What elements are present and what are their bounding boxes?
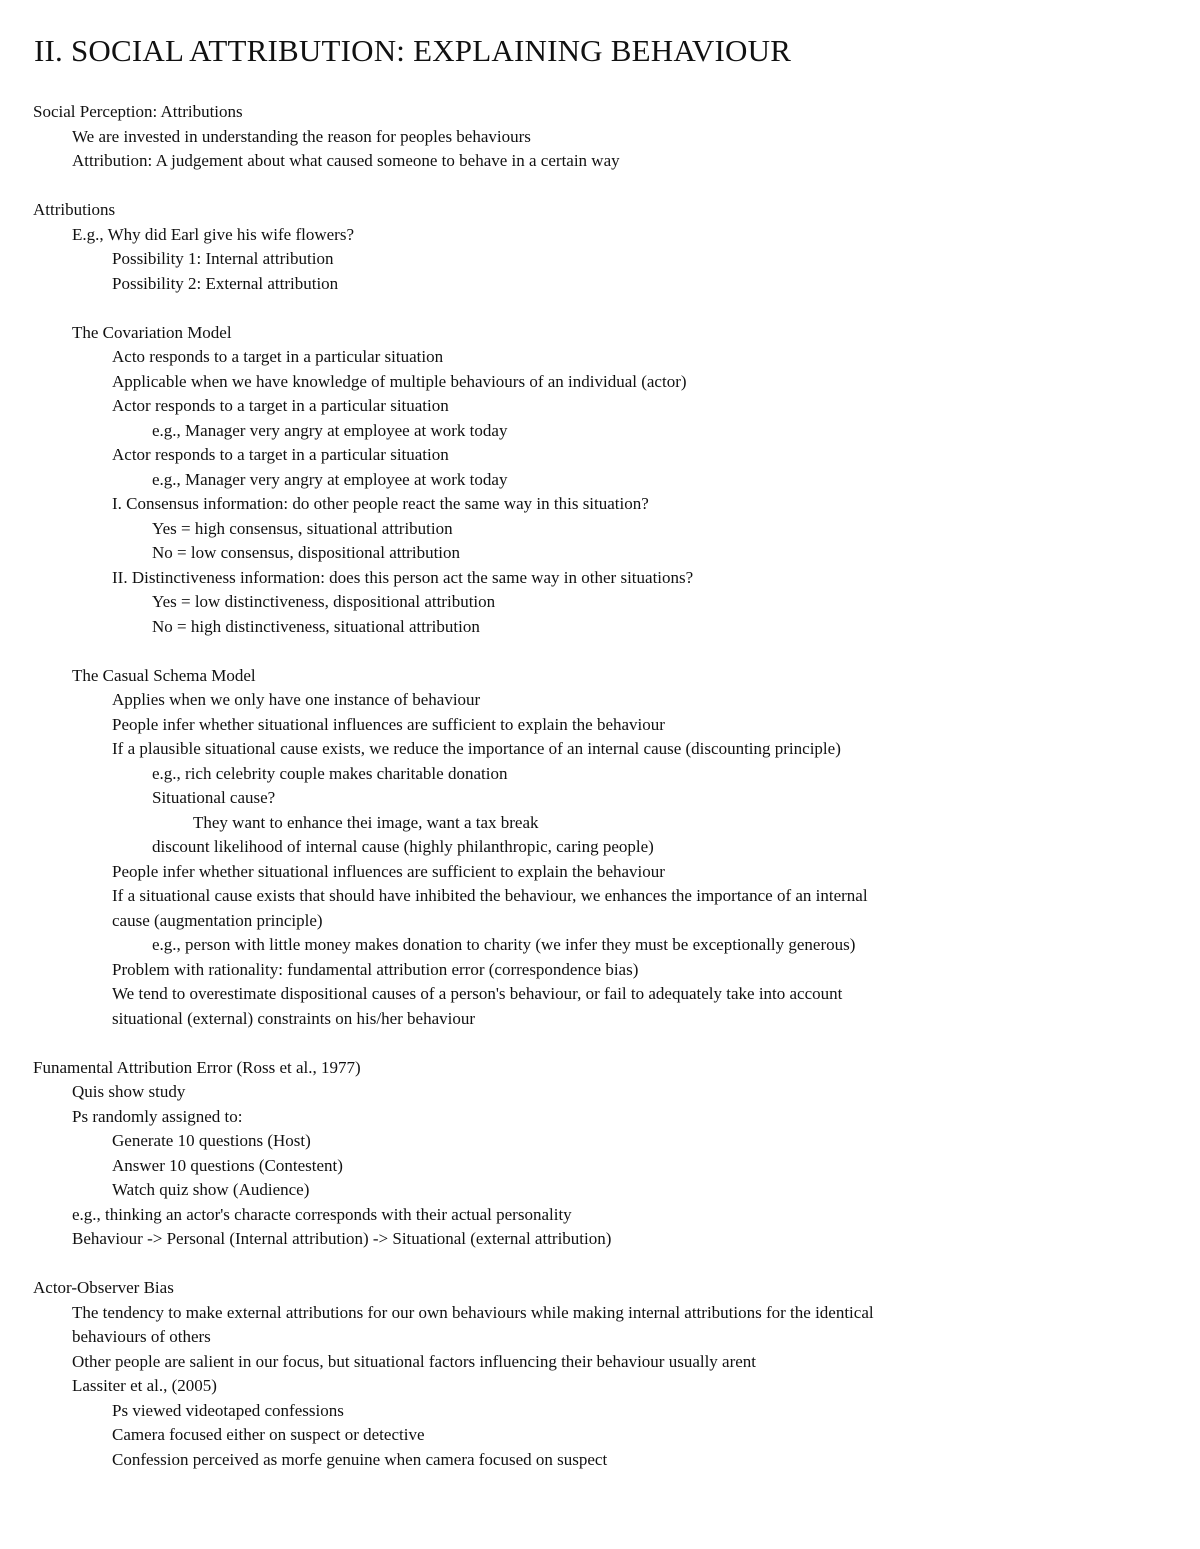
outline-line: We tend to overestimate dispositional causes of a person's behaviour, or fail to adequately take into account xyxy=(112,984,843,1003)
outline-line: The Casual Schema Model xyxy=(72,665,256,685)
outline-line: Acto responds to a target in a particular situation xyxy=(112,347,444,366)
outline-line: Ps randomly assigned to: xyxy=(72,1106,243,1126)
outline-line: Generate 10 questions (Host) xyxy=(112,1131,311,1150)
section-heading: Funamental Attribution Error (Ross et al., 1977) xyxy=(33,1057,361,1077)
outline-line: We are invested in understanding the reason for peoples behaviours xyxy=(72,126,531,146)
outline-line: The tendency to make external attributions for our own behaviours while making internal attributions for the identical xyxy=(72,1302,874,1322)
outline-line: Quis show study xyxy=(72,1082,186,1101)
outline-line: Yes = high consensus, situational attribution xyxy=(152,518,453,538)
outline-body xyxy=(0,100,1200,1472)
outline-line: People infer whether situational influences are sufficient to explain the behaviour xyxy=(112,714,665,734)
outline-line: e.g., Manager very angry at employee at work today xyxy=(152,420,508,440)
outline-line: People infer whether situational influences are sufficient to explain the behaviour xyxy=(112,861,665,881)
outline-line: Possibility 1: Internal attribution xyxy=(112,249,334,268)
outline-line: If a situational cause exists that should have inhibited the behaviour, we enhances the importance of an internal xyxy=(112,886,868,905)
outline-line: situational (external) constraints on his/her behaviour xyxy=(112,1008,476,1028)
outline-line: Applies when we only have one instance of behaviour xyxy=(112,690,481,709)
outline-line: behaviours of others xyxy=(72,1327,211,1346)
section-heading: Actor-Observer Bias xyxy=(33,1278,174,1297)
outline-line: Other people are salient in our focus, but situational factors influencing their behaviour usually arent xyxy=(72,1351,757,1371)
blank-line xyxy=(0,1252,1200,1277)
blank-line xyxy=(0,1031,1200,1056)
outline-line: Situational cause? xyxy=(152,788,276,807)
outline-line: Watch quiz show (Audience) xyxy=(112,1180,310,1199)
outline-line: No = low consensus, dispositional attribution xyxy=(152,543,461,562)
outline-line: They want to enhance thei image, want a tax break xyxy=(193,812,539,832)
outline-line: Yes = low distinctiveness, dispositional attribution xyxy=(152,592,496,611)
outline-line: e.g., thinking an actor's characte corresponds with their actual personality xyxy=(72,1204,572,1224)
outline-line: I. Consensus information: do other people react the same way in this situation? xyxy=(112,494,649,513)
outline-line: Actor responds to a target in a particular situation xyxy=(112,445,449,464)
outline-line: Problem with rationality: fundamental attribution error (correspondence bias) xyxy=(112,959,639,979)
outline-line: discount likelihood of internal cause (highly philanthropic, caring people) xyxy=(152,837,654,856)
blank-line xyxy=(0,639,1200,664)
outline-line: No = high distinctiveness, situational attribution xyxy=(152,616,480,636)
outline-line: Ps viewed videotaped confessions xyxy=(112,1400,344,1420)
outline-line: Answer 10 questions (Contestent) xyxy=(112,1155,343,1175)
outline-line: Camera focused either on suspect or detective xyxy=(112,1425,425,1444)
outline-line: If a plausible situational cause exists, we reduce the importance of an internal cause (discounting principle) xyxy=(112,739,841,758)
outline-line: Attribution: A judgement about what caused someone to behave in a certain way xyxy=(72,151,620,170)
section-heading: Social Perception: Attributions xyxy=(33,102,243,121)
outline-line: cause (augmentation principle) xyxy=(112,910,323,930)
outline-line: Lassiter et al., (2005) xyxy=(72,1376,217,1395)
section-heading: Attributions xyxy=(33,200,116,219)
outline-line: Applicable when we have knowledge of multiple behaviours of an individual (actor) xyxy=(112,371,687,391)
outline-line: Behaviour -> Personal (Internal attribution) -> Situational (external attribution) xyxy=(72,1229,612,1248)
blank-line xyxy=(0,174,1200,199)
outline-line: e.g., rich celebrity couple makes charitable donation xyxy=(152,763,508,783)
outline-line: e.g., Manager very angry at employee at work today xyxy=(152,469,508,489)
outline-line: II. Distinctiveness information: does this person act the same way in other situations? xyxy=(112,567,694,587)
outline-line: Actor responds to a target in a particular situation xyxy=(112,396,449,415)
outline-line: e.g., person with little money makes donation to charity (we infer they must be exceptionally generous) xyxy=(152,935,856,954)
blank-line xyxy=(0,296,1200,321)
outline-line: Confession perceived as morfe genuine when camera focused on suspect xyxy=(112,1449,608,1469)
page-title: II. SOCIAL ATTRIBUTION: EXPLAINING BEHAVIOUR xyxy=(34,33,792,68)
outline-line: E.g., Why did Earl give his wife flowers? xyxy=(72,224,355,244)
outline-line: Possibility 2: External attribution xyxy=(112,273,339,293)
outline-line: The Covariation Model xyxy=(72,322,232,342)
